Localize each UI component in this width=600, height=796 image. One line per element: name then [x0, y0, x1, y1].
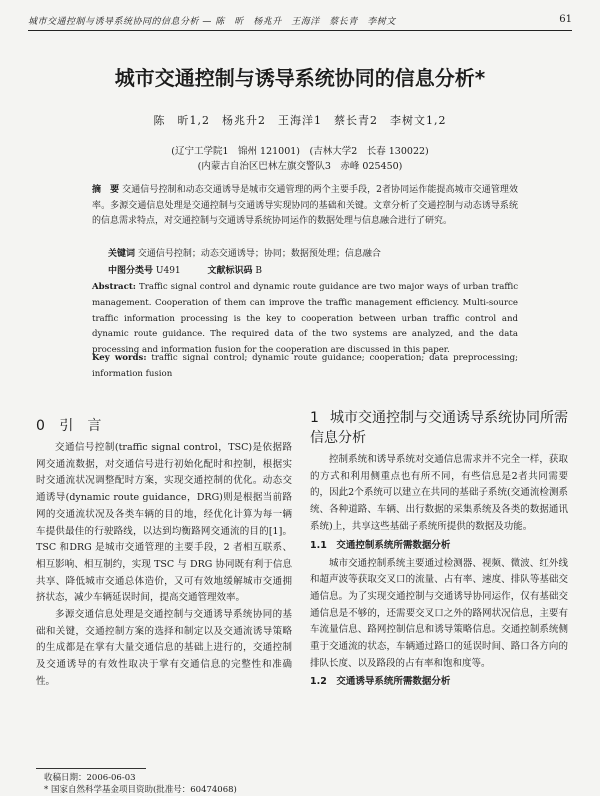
left-column	[36, 440, 292, 691]
affiliation-line-2: (内蒙古自治区巴林左旗交警队3 赤峰 025450)	[197, 161, 403, 172]
footnote	[44, 772, 284, 796]
clc-value: U491	[155, 266, 181, 276]
received-date: 收稿日期：2006-06-03	[44, 773, 136, 783]
page-number: 61	[559, 14, 572, 25]
doc-code-value: B	[255, 266, 263, 276]
keywords-en-text: traffic signal control; dynamic route guidance; cooperation; data preprocessing; information fusion	[92, 353, 519, 379]
footnote-divider	[36, 768, 146, 769]
doc-code-label: 文献标识码	[207, 266, 253, 276]
right-column	[310, 408, 568, 692]
section-1-intro: 控制系统和诱导系统对交通信息需求并不完全一样，获取的方式和利用侧重点也有所不同，有些信息是2者共同需要的，因此2个系统可以建立在共同的基础子系统(交通流检测系统、各种道路、车辆、出行数据的采集系统及各类的数据通讯系统)上，共享这些基础子系统所提供的数据及功能。	[310, 454, 568, 532]
abstract-en-label: Abstract:	[92, 282, 136, 292]
subsection-1-1-heading: 1.1 交通控制系统所需数据分析	[310, 539, 451, 551]
abstract-cn-label: 摘 要	[92, 185, 120, 195]
intro-paragraph-2: 多源交通信息处理是交通控制与交通诱导系统协同的基础和关键，交通控制方案的选择和制定以及交通流诱导策略的生成都是在掌有大量交通信息的基础上进行的，交通控制及交通诱导的有效性取决于掌有交通信息的完整性和准确性。	[36, 609, 292, 687]
keywords-cn	[108, 246, 518, 259]
author-list: 陈 昕1,2 杨兆升2 王海洋1 蔡长青2 李树文1,2	[153, 114, 447, 127]
classification-line	[108, 263, 518, 276]
section-1-number: 1	[310, 410, 319, 426]
fund-note: * 国家自然科学基金项目资助(批准号：60474068)	[44, 785, 237, 795]
keywords-cn-text: 交通信号控制；动态交通诱导；协同；数据预处理；信息融合	[137, 249, 381, 259]
keywords-en	[92, 350, 518, 382]
keywords-en-label: Key words:	[92, 353, 147, 363]
intro-paragraph-1: 交通信号控制(traffic signal control，TSC)是依据路网交通流数据，对交通信号进行初始化配时和控制，根据实时交通流状况调整配时方案，实现交通控制的优化。动态交通诱导(dynamic route guidance，DRG)则是根据当前路网的交通流状况及各类车辆的目的地，经优化计算为每一辆车提供最佳的行驶路线，以达到均衡路网交通流的目的[1]。TSC 和DRG 是城市交通管理的主要手段，2 者相互联系、相互影响、相互制约，实现 TSC 与 DRG 协同既有利于信息共享、降低城市交通总体造价，又可有效地缓解城市交通拥挤状态，减少车辆延误时间，提高交通管理效率。	[36, 442, 292, 604]
section-0-heading	[36, 415, 101, 435]
section-0-number: 0	[36, 418, 45, 434]
section-1-heading	[310, 408, 568, 448]
running-header: 城市交通控制与诱导系统协同的信息分析 — 陈 昕 杨兆升 王海洋 蔡长青 李树文	[28, 17, 396, 27]
affiliation-line-1: (辽宁工学院1 锦州 121001) (吉林大学2 长春 130022)	[171, 146, 429, 157]
subsection-1-1-text: 城市交通控制系统主要通过检测器、视频、微波、红外线和超声波等获取交叉口的流量、占有率、速度、排队等基础交通信息。为了实现交通控制与交通诱导协同运作，仅有基础交通信息是不够的，还需要交叉口之外的路网状况信息，主要有车流量信息、路网控制信息和诱导策略信息。交通控制系统侧重于交通流的状态，车辆通过路口的延误时间、路口各方向的排队长度、以及路段的占有率和饱和度等。	[310, 557, 568, 669]
abstract-cn	[92, 183, 518, 230]
abstract-en-text: Traffic signal control and dynamic route guidance are two major ways of urban traffic management. Cooperation of them can improve the traffic management efficiency. Multi-source traffic information processing is the key to cooperation between urban traffic control and dynamic route guidance. The required data of the two systems are analyzed, and the data processing and information fusion for the cooperation are discussed in this paper.	[92, 282, 519, 356]
abstract-en	[92, 280, 518, 359]
section-1-title: 城市交通控制与交通诱导系统协同所需信息分析	[310, 410, 568, 446]
subsection-1-2-heading: 1.2 交通诱导系统所需数据分析	[310, 676, 451, 688]
header-divider	[28, 30, 572, 31]
keywords-cn-label: 关键词	[108, 249, 136, 259]
abstract-cn-text: 交通信号控制和动态交通诱导是城市交通管理的两个主要手段，2者协同运作能提高城市交通管理效率。多源交通信息处理是交通控制与交通诱导实现协同的基础和关键。文章分析了交通控制与动态诱导系统的信息需求特点，对交通控制与交通诱导系统协同运作的数据处理与信息融合进行了研究。	[92, 185, 518, 226]
section-0-title: 引 言	[59, 418, 102, 434]
clc-label: 中图分类号	[108, 266, 154, 276]
paper-title: 城市交通控制与诱导系统协同的信息分析*	[114, 66, 486, 90]
